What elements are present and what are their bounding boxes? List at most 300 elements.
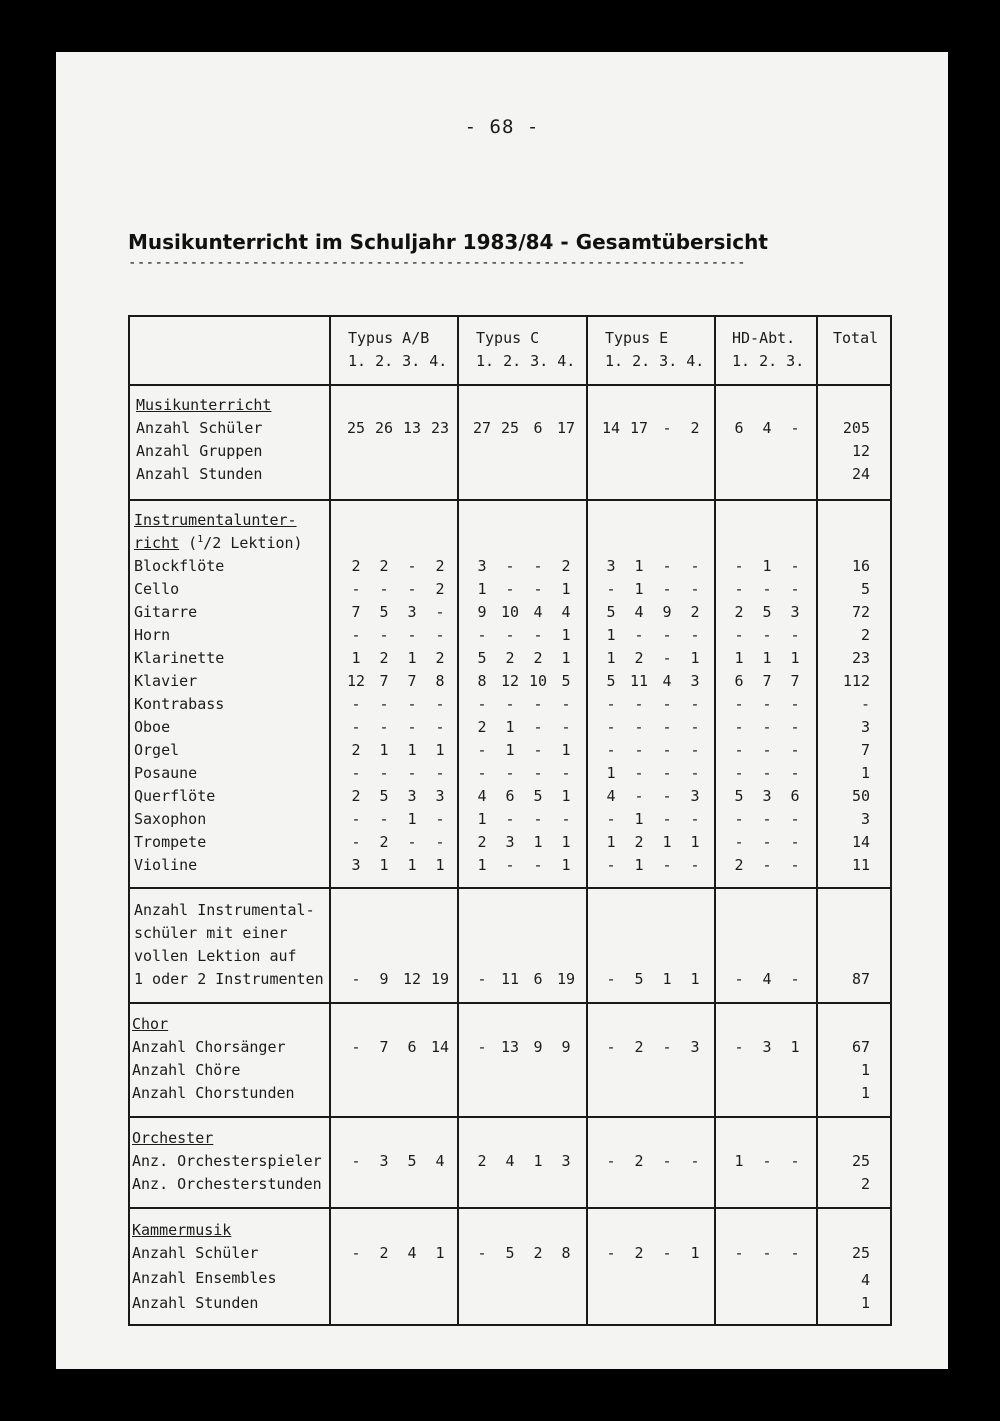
cell-ab-4: 23 [430, 419, 450, 437]
instrument-label: Trompete [134, 833, 207, 851]
cell-c-4: 1 [561, 741, 571, 759]
cell-c-2: 3 [505, 833, 515, 851]
cell-c-1: 1 [477, 856, 487, 874]
cell-ab-2: 7 [379, 1038, 389, 1056]
cell-hd-2: - [762, 695, 772, 713]
cell-ab-3: - [407, 718, 417, 736]
cell-e-2: 2 [634, 1244, 644, 1262]
cell-hd-3: - [790, 856, 800, 874]
row-label: Anzahl Ensembles [132, 1269, 277, 1287]
cell-c-3: - [533, 718, 543, 736]
cell-e-1: 1 [606, 764, 616, 782]
cell-c-4: 1 [561, 580, 571, 598]
cell-ab-3: 3 [407, 787, 417, 805]
cell-c-1: 8 [477, 672, 487, 690]
cell-hd-1: - [734, 970, 744, 988]
cell-hd-3: - [790, 810, 800, 828]
cell-c-2: - [505, 557, 515, 575]
cell-ab-1: 2 [351, 787, 361, 805]
cell-c-1: - [477, 626, 487, 644]
cell-e-3: 1 [662, 833, 672, 851]
cell-c-3: - [533, 557, 543, 575]
cell-e-4: 2 [690, 603, 700, 621]
instrument-label: Cello [134, 580, 180, 598]
cell-c-3: - [533, 764, 543, 782]
column-divider [816, 317, 818, 1324]
cell-hd-3: - [790, 557, 800, 575]
row-label: Anz. Orchesterstunden [132, 1175, 322, 1193]
cell-c-1: 1 [477, 580, 487, 598]
cell-e-2: - [634, 787, 644, 805]
cell-e-1: - [606, 695, 616, 713]
cell-hd-3: - [790, 718, 800, 736]
cell-c-1: 9 [477, 603, 487, 621]
cell-ab-4: - [435, 810, 445, 828]
cell-ab-2: 2 [379, 649, 389, 667]
section-heading-orchester: Orchester [132, 1129, 214, 1147]
cell-hd-2: - [762, 718, 772, 736]
cell-ab-2: 1 [379, 741, 389, 759]
cell-c-1: 2 [477, 1152, 487, 1170]
cell-ab-3: - [407, 557, 417, 575]
cell-hd-2: - [762, 741, 772, 759]
cell-c-2: 1 [505, 718, 515, 736]
cell-hd-2: 4 [762, 419, 772, 437]
row-label: Anzahl Stunden [136, 465, 263, 483]
cell-c-3: 9 [533, 1038, 543, 1056]
instrument-label: Posaune [134, 764, 198, 782]
cell-total: 5 [860, 580, 870, 598]
cell-e-2: 1 [634, 557, 644, 575]
cell-c-4: 1 [561, 856, 571, 874]
cell-ab-1: - [351, 695, 361, 713]
instrument-label: Gitarre [134, 603, 198, 621]
cell-ab-2: - [379, 626, 389, 644]
cell-e-2: 2 [634, 1152, 644, 1170]
cell-e-1: 3 [606, 557, 616, 575]
cell-ab-4: 3 [435, 787, 445, 805]
cell-hd-3: 3 [790, 603, 800, 621]
cell-hd-3: 6 [790, 787, 800, 805]
cell-e-2: 1 [634, 856, 644, 874]
cell-ab-4: 14 [430, 1038, 450, 1056]
cell-hd-3: 7 [790, 672, 800, 690]
row-divider [130, 1002, 890, 1004]
cell-e-4: 1 [690, 970, 700, 988]
cell-e-1: 14 [601, 419, 621, 437]
cell-total: 25 [851, 1152, 870, 1170]
cell-hd-3: - [790, 419, 800, 437]
header-total: Total [833, 329, 879, 347]
cell-c-3: - [533, 741, 543, 759]
cell-c-2: 2 [505, 649, 515, 667]
page-number: - 68 - [464, 116, 540, 138]
cell-c-3: 2 [533, 1244, 543, 1262]
cell-e-3: - [662, 1244, 672, 1262]
cell-hd-3: - [790, 695, 800, 713]
cell-ab-4: - [435, 626, 445, 644]
cell-c-3: - [533, 810, 543, 828]
cell-hd-2: - [762, 626, 772, 644]
cell-c-1: 2 [477, 833, 487, 851]
cell-hd-1: - [734, 1038, 744, 1056]
header-years-c: 1. 2. 3. 4. [476, 352, 576, 370]
cell-e-1: - [606, 1152, 616, 1170]
cell-total: 24 [851, 465, 870, 483]
column-divider [586, 317, 588, 1324]
cell-ab-3: - [407, 626, 417, 644]
row-label: Anzahl Gruppen [136, 442, 263, 460]
cell-hd-3: - [790, 833, 800, 851]
cell-c-4: 4 [561, 603, 571, 621]
cell-total: 205 [842, 419, 870, 437]
cell-hd-3: - [790, 1244, 800, 1262]
cell-e-3: - [662, 741, 672, 759]
cell-e-3: - [662, 557, 672, 575]
section-heading-musikunterricht: Musikunterricht [136, 396, 272, 414]
cell-e-3: - [662, 856, 672, 874]
cell-hd-2: 7 [762, 672, 772, 690]
cell-c-4: - [561, 695, 571, 713]
cell-e-2: - [634, 626, 644, 644]
cell-ab-4: - [435, 718, 445, 736]
cell-ab-2: - [379, 810, 389, 828]
cell-ab-2: - [379, 695, 389, 713]
cell-ab-1: - [351, 626, 361, 644]
cell-e-1: 5 [606, 603, 616, 621]
cell-c-3: 2 [533, 649, 543, 667]
cell-ab-3: 4 [407, 1244, 417, 1262]
cell-c-2: - [505, 626, 515, 644]
cell-hd-3: - [790, 764, 800, 782]
cell-c-2: 4 [505, 1152, 515, 1170]
cell-e-1: - [606, 718, 616, 736]
cell-c-2: - [505, 695, 515, 713]
row-divider [130, 384, 890, 386]
instrument-label: Saxophon [134, 810, 207, 828]
cell-e-2: 5 [634, 970, 644, 988]
cell-ab-1: - [351, 1244, 361, 1262]
cell-e-3: - [662, 1038, 672, 1056]
cell-c-1: - [477, 1038, 487, 1056]
row-divider [130, 1207, 890, 1209]
cell-ab-3: 1 [407, 741, 417, 759]
cell-hd-3: - [790, 626, 800, 644]
cell-hd-2: 1 [762, 649, 772, 667]
cell-total: 25 [851, 1244, 870, 1262]
cell-ab-4: 2 [435, 580, 445, 598]
cell-ab-2: 5 [379, 603, 389, 621]
cell-e-2: 2 [634, 1038, 644, 1056]
cell-ab-2: 7 [379, 672, 389, 690]
cell-e-1: - [606, 580, 616, 598]
row-label: Anzahl Chorsänger [132, 1038, 286, 1056]
cell-e-4: 2 [690, 419, 700, 437]
cell-c-4: 2 [561, 557, 571, 575]
cell-total: 11 [851, 856, 870, 874]
cell-ab-4: 2 [435, 649, 445, 667]
cell-hd-1: 2 [734, 856, 744, 874]
cell-e-2: - [634, 695, 644, 713]
heading-sup: 1 [197, 534, 204, 545]
cell-ab-4: 1 [435, 741, 445, 759]
heading-paren-open: ( [179, 534, 198, 552]
cell-e-1: - [606, 1038, 616, 1056]
cell-c-2: 25 [500, 419, 520, 437]
cell-ab-3: 6 [407, 1038, 417, 1056]
cell-e-4: 1 [690, 649, 700, 667]
cell-e-2: 2 [634, 833, 644, 851]
cell-total: 87 [851, 970, 870, 988]
cell-c-3: - [533, 626, 543, 644]
cell-hd-1: - [734, 626, 744, 644]
cell-total: 2 [860, 626, 870, 644]
cell-hd-2: - [762, 1244, 772, 1262]
instrument-label: Blockflöte [134, 557, 225, 575]
cell-total: 2 [860, 1175, 870, 1193]
cell-ab-4: 19 [430, 970, 450, 988]
cell-e-1: 1 [606, 649, 616, 667]
cell-c-4: 3 [561, 1152, 571, 1170]
instrument-label: Horn [134, 626, 171, 644]
cell-ab-4: - [435, 833, 445, 851]
cell-ab-3: - [407, 695, 417, 713]
cell-hd-3: - [790, 741, 800, 759]
header-years-e: 1. 2. 3. 4. [605, 352, 705, 370]
cell-ab-2: 2 [379, 557, 389, 575]
cell-c-4: - [561, 764, 571, 782]
header-typus-c: Typus C [476, 329, 540, 347]
cell-e-4: - [690, 764, 700, 782]
cell-c-4: - [561, 810, 571, 828]
cell-c-2: - [505, 856, 515, 874]
cell-ab-4: 1 [435, 1244, 445, 1262]
cell-e-3: - [662, 419, 672, 437]
cell-total: 7 [860, 741, 870, 759]
cell-ab-2: 5 [379, 787, 389, 805]
cell-e-2: 4 [634, 603, 644, 621]
cell-e-2: 1 [634, 810, 644, 828]
cell-c-3: 1 [533, 833, 543, 851]
row-label: Anz. Orchesterspieler [132, 1152, 322, 1170]
column-divider [714, 317, 716, 1324]
heading-lektion: /2 Lektion) [203, 534, 303, 552]
cell-e-3: - [662, 787, 672, 805]
cell-e-4: - [690, 856, 700, 874]
row-divider [130, 499, 890, 501]
overview-table [128, 315, 892, 1326]
cell-hd-1: 1 [734, 649, 744, 667]
cell-e-1: - [606, 970, 616, 988]
cell-ab-1: 12 [346, 672, 366, 690]
cell-hd-2: 5 [762, 603, 772, 621]
cell-e-3: - [662, 695, 672, 713]
column-divider [457, 317, 459, 1324]
cell-e-3: - [662, 580, 672, 598]
heading-richt: richt [134, 534, 180, 552]
cell-hd-3: 1 [790, 649, 800, 667]
cell-hd-3: - [790, 580, 800, 598]
cell-c-4: 8 [561, 1244, 571, 1262]
row-label: Anzahl Schüler [136, 419, 263, 437]
cell-e-2: - [634, 764, 644, 782]
cell-c-1: 27 [472, 419, 492, 437]
cell-total: 12 [851, 442, 870, 460]
title-underline: ---------------------------------------------------------------------- [128, 255, 746, 271]
cell-total: 1 [860, 764, 870, 782]
cell-ab-3: - [407, 764, 417, 782]
cell-hd-2: - [762, 764, 772, 782]
cell-hd-1: 2 [734, 603, 744, 621]
cell-hd-3: 1 [790, 1038, 800, 1056]
cell-c-2: - [505, 580, 515, 598]
cell-ab-3: 5 [407, 1152, 417, 1170]
instrument-label: Orgel [134, 741, 180, 759]
cell-c-1: - [477, 764, 487, 782]
cell-ab-1: 7 [351, 603, 361, 621]
cell-ab-1: - [351, 764, 361, 782]
instrument-label: Violine [134, 856, 198, 874]
instrument-label: Klarinette [134, 649, 225, 667]
cell-e-3: 9 [662, 603, 672, 621]
cell-e-4: 1 [690, 1244, 700, 1262]
cell-c-1: 3 [477, 557, 487, 575]
cell-ab-3: - [407, 580, 417, 598]
cell-ab-2: 3 [379, 1152, 389, 1170]
cell-ab-2: 26 [374, 419, 394, 437]
block-label-line: schüler mit einer [134, 924, 288, 942]
cell-c-3: - [533, 856, 543, 874]
cell-total: 1 [860, 1061, 870, 1079]
cell-c-1: - [477, 1244, 487, 1262]
cell-ab-1: - [351, 718, 361, 736]
cell-hd-1: 6 [734, 419, 744, 437]
header-hd-abt: HD-Abt. [732, 329, 796, 347]
cell-e-4: - [690, 718, 700, 736]
cell-hd-2: - [762, 1152, 772, 1170]
cell-e-1: - [606, 1244, 616, 1262]
cell-c-3: 5 [533, 787, 543, 805]
cell-e-4: - [690, 810, 700, 828]
instrument-label: Oboe [134, 718, 171, 736]
cell-ab-3: 7 [407, 672, 417, 690]
cell-e-4: 1 [690, 833, 700, 851]
cell-e-4: 3 [690, 1038, 700, 1056]
cell-ab-4: - [435, 764, 445, 782]
cell-ab-4: 2 [435, 557, 445, 575]
cell-c-1: - [477, 741, 487, 759]
cell-hd-3: - [790, 1152, 800, 1170]
cell-hd-1: - [734, 580, 744, 598]
cell-e-2: 17 [629, 419, 649, 437]
cell-c-4: 5 [561, 672, 571, 690]
cell-hd-1: 6 [734, 672, 744, 690]
cell-ab-1: - [351, 970, 361, 988]
row-label: Anzahl Schüler [132, 1244, 259, 1262]
cell-c-1: - [477, 970, 487, 988]
cell-c-2: 5 [505, 1244, 515, 1262]
instrument-label: Klavier [134, 672, 198, 690]
cell-ab-2: - [379, 718, 389, 736]
cell-e-3: - [662, 810, 672, 828]
cell-e-4: - [690, 695, 700, 713]
cell-e-2: 1 [634, 580, 644, 598]
cell-hd-2: 1 [762, 557, 772, 575]
cell-c-1: - [477, 695, 487, 713]
cell-ab-4: 4 [435, 1152, 445, 1170]
cell-hd-1: - [734, 718, 744, 736]
cell-ab-1: 25 [346, 419, 366, 437]
cell-c-4: 17 [556, 419, 576, 437]
cell-c-4: 1 [561, 649, 571, 667]
cell-ab-3: 12 [402, 970, 422, 988]
header-typus-e: Typus E [605, 329, 669, 347]
cell-e-1: - [606, 741, 616, 759]
cell-e-1: 1 [606, 626, 616, 644]
cell-e-1: 5 [606, 672, 616, 690]
cell-total: 3 [860, 810, 870, 828]
cell-c-3: - [533, 695, 543, 713]
cell-c-2: - [505, 764, 515, 782]
cell-c-2: 12 [500, 672, 520, 690]
cell-hd-1: 5 [734, 787, 744, 805]
cell-e-4: 3 [690, 787, 700, 805]
section-heading-instrumental: Instrumentalunter- [134, 511, 297, 529]
cell-c-3: 6 [533, 419, 543, 437]
cell-ab-1: - [351, 1038, 361, 1056]
header-typus-ab: Typus A/B [348, 329, 430, 347]
cell-c-1: 2 [477, 718, 487, 736]
cell-c-3: 6 [533, 970, 543, 988]
cell-e-1: 1 [606, 833, 616, 851]
cell-c-2: 13 [500, 1038, 520, 1056]
cell-ab-1: - [351, 1152, 361, 1170]
document-page [56, 52, 948, 1369]
cell-hd-1: - [734, 557, 744, 575]
cell-hd-1: - [734, 695, 744, 713]
cell-ab-3: 13 [402, 419, 422, 437]
cell-e-3: - [662, 764, 672, 782]
header-years-hd: 1. 2. 3. [732, 352, 805, 370]
cell-hd-2: - [762, 856, 772, 874]
cell-e-4: - [690, 557, 700, 575]
cell-hd-1: - [734, 1244, 744, 1262]
cell-e-4: - [690, 626, 700, 644]
cell-e-3: - [662, 1152, 672, 1170]
cell-ab-1: - [351, 833, 361, 851]
cell-c-4: 1 [561, 787, 571, 805]
cell-ab-3: 1 [407, 649, 417, 667]
block-label-line: Anzahl Instrumental- [134, 901, 315, 919]
cell-c-1: 5 [477, 649, 487, 667]
cell-ab-2: 9 [379, 970, 389, 988]
cell-ab-3: - [407, 833, 417, 851]
row-divider [130, 887, 890, 889]
instrument-label: Querflöte [134, 787, 216, 805]
cell-e-2: - [634, 741, 644, 759]
cell-e-4: - [690, 1152, 700, 1170]
cell-e-3: - [662, 718, 672, 736]
cell-e-3: 4 [662, 672, 672, 690]
cell-e-2: - [634, 718, 644, 736]
cell-ab-2: - [379, 764, 389, 782]
cell-ab-4: 8 [435, 672, 445, 690]
cell-total: 4 [860, 1271, 870, 1289]
cell-total: 72 [851, 603, 870, 621]
cell-e-1: - [606, 856, 616, 874]
cell-hd-2: - [762, 810, 772, 828]
cell-c-3: 4 [533, 603, 543, 621]
